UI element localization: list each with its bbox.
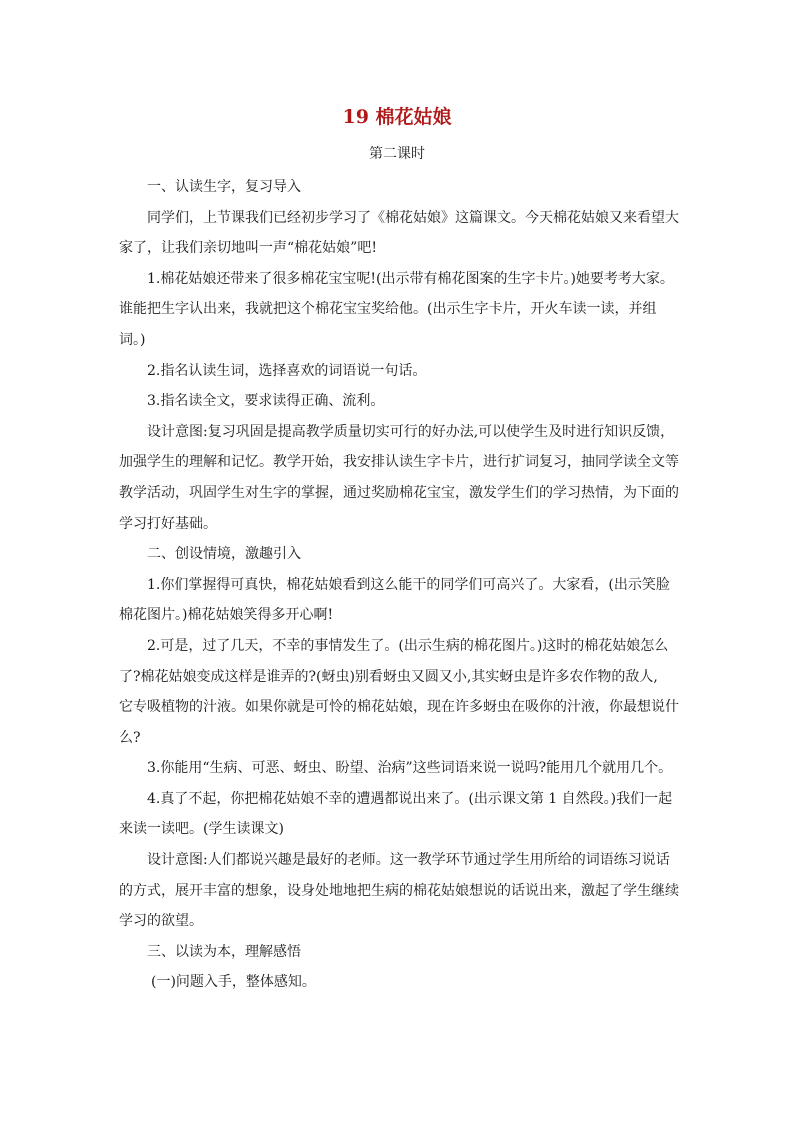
paragraph-line: 的方式，展开丰富的想象，设身处地地把生病的棉花姑娘想说的话说出来，激起了学生继续 [119,882,679,899]
paragraph-line: 学习的欲望。 [119,913,203,930]
paragraph-line: 3.你能用“生病、可恶、蚜虫、盼望、治病”这些词语来说一说吗?能用几个就用几个。 [147,760,673,777]
paragraph-line: 同学们，上节课我们已经初步学习了《棉花姑娘》这篇课文。今天棉花姑娘又来看望大 [147,209,679,226]
paragraph-line: 来读一读吧。(学生读课文) [119,821,284,838]
paragraph-line: 1.棉花姑娘还带来了很多棉花宝宝呢!(出示带有棉花图案的生字卡片。)她要考考大家。 [147,270,674,287]
paragraph-line: 2.指名认读生词，选择喜欢的词语说一句话。 [147,362,427,379]
paragraph-line: 加强学生的理解和记忆。教学开始，我安排认读生字卡片，进行扩词复习，抽同学读全文等 [119,454,679,471]
paragraph-line: 2.可是，过了几天，不幸的事情发生了。(出示生病的棉花图片。)这时的棉花姑娘怎么 [147,637,669,654]
paragraph-line: 么? [119,729,141,746]
paragraph-line: 3.指名读全文，要求读得正确、流利。 [147,393,385,410]
paragraph-line: 棉花图片。)棉花姑娘笑得多开心啊! [119,607,334,624]
paragraph-line: 了?棉花姑娘变成这样是谁弄的?(蚜虫)别看蚜虫又圆又小,其实蚜虫是许多农作物的敌人, [119,668,658,685]
paragraph-line: 教学活动，巩固学生对生字的掌握，通过奖励棉花宝宝，激发学生们的学习热情，为下面的 [119,484,679,501]
paragraph-line: 谁能把生字认出来，我就把这个棉花宝宝奖给他。(出示生字卡片，开火车读一读，并组 [119,301,657,318]
paragraph-line: 设计意图:人们都说兴趣是最好的老师。这一教学环节通过学生用所给的词语练习说话 [147,852,670,869]
paragraph-line: 1.你们掌握得可真快，棉花姑娘看到这么能干的同学们可高兴了。大家看，(出示笑脸 [147,576,670,593]
paragraph-line: 学习打好基础。 [119,515,217,532]
paragraph-line: 设计意图:复习巩固是提高教学质量切实可行的好办法,可以使学生及时进行知识反馈， [147,423,675,440]
section-heading: 三、以读为本，理解感悟 [147,943,301,960]
document-body [119,172,679,998]
paragraph-line: 4.真了不起，你把棉花姑娘不幸的遭遇都说出来了。(出示课文第 1 自然段。)我们一起 [147,790,673,807]
document-subtitle: 第二课时 [369,146,425,162]
section-heading: 一、认读生字，复习导入 [147,179,301,195]
subsection-heading: (一)问题入手，整体感知。 [151,974,316,991]
paragraph-line: 家了，让我们亲切地叫一声“棉花姑娘”吧! [119,240,377,257]
paragraph-line: 它专吸植物的汁液。如果你就是可怜的棉花姑娘，现在许多蚜虫在吸你的汁液，你最想说什 [119,699,679,716]
document-title: 19 棉花姑娘 [342,106,452,128]
paragraph-line: 词。) [119,331,146,348]
section-heading: 二、创设情境，激趣引入 [147,546,301,563]
